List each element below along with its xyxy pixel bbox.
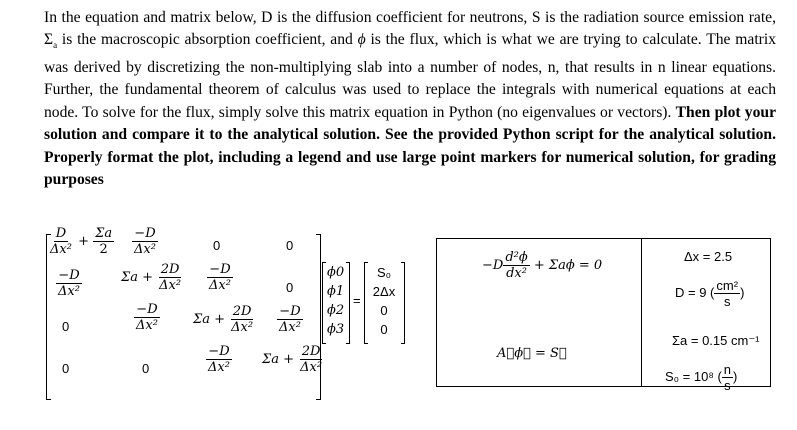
- m-r3c4: $\frac{-D}{\text{Δx²}}$: [279, 304, 301, 335]
- para-text-1: In the equation and matrix below, D is the diffusion coefficient for neutrons, S is the radiation source emission rate, Σ: [44, 9, 776, 49]
- m-r3c2: $\frac{-D}{\text{Δx²}}$: [136, 302, 158, 333]
- sigma-value: Σa = 0.15 cm⁻¹: [672, 333, 760, 348]
- source-3: 0: [380, 322, 388, 337]
- m-r3c3: Σa + $\frac{2D}{\text{Δx²}}$: [193, 304, 254, 335]
- dx-value: Δx = 2.5: [684, 249, 733, 264]
- m-r1c1: $\frac{D}{\text{Δx²}}$ + $\frac{\Sigma a}{2}$: [50, 226, 113, 257]
- source-vector: [368, 263, 400, 339]
- para-sub-a: a: [53, 40, 58, 51]
- source-2: 0: [380, 303, 388, 318]
- equals-sign: =: [353, 293, 361, 308]
- phi-left-bracket: [322, 262, 326, 344]
- phi-0: ϕ0: [327, 265, 345, 280]
- m-r1c3: 0: [213, 238, 221, 253]
- m-r2c1: $\frac{-D}{\text{Δx²}}$: [58, 268, 80, 299]
- para-bold-text: Then plot your solution and compare it to the analytical solution. See the provided Python script for the analytical solution. Properly format the plot, including a legend and use large point markers for numerical solution, for grading purposes: [44, 103, 776, 188]
- m-r2c3: $\frac{-D}{\text{Δx²}}$: [209, 262, 231, 293]
- m-r2c4: 0: [286, 280, 294, 295]
- matrix-left-bracket: [46, 234, 51, 400]
- S-value: S₀ = 10⁸ ( $\frac{n}{s}$ ): [665, 362, 738, 393]
- m-r2c2: Σa + $\frac{2D}{\text{Δx²}}$: [121, 262, 182, 293]
- phi-right-bracket: [346, 262, 350, 344]
- diffusion-equation: −D $\frac{\text{d²ϕ}}{\text{dx²}}$ + Σaϕ = 0: [482, 250, 603, 281]
- m-r4c1: 0: [62, 361, 70, 376]
- m-r4c3: $\frac{-D}{\text{Δx²}}$: [208, 344, 230, 375]
- m-r4c2: 0: [142, 361, 150, 376]
- source-0: S₀: [376, 265, 392, 280]
- para-text-3: is the flux, which is what we are trying to calculate. The matrix was derived by discretizing the non-multiplying slab into a number of nodes, n, that results in n linear equations. Further, the fundamental theorem of calculus was used to replace the integrals with numerical equations at each node. To solve for the flux, simply solve this matrix equation in Python (no eigenvalues or vectors).: [44, 31, 776, 121]
- source-right-bracket: [401, 262, 405, 344]
- m-r4c4: Σa + $\frac{2D}{\text{Δx²}}$: [262, 344, 323, 375]
- para-phi: ϕ: [357, 31, 366, 49]
- phi-1: ϕ1: [327, 284, 345, 299]
- m-r1c4: 0: [286, 238, 294, 253]
- matrix-right-bracket: [316, 234, 321, 400]
- para-text-2: is the macroscopic absorption coefficient, and: [57, 31, 358, 49]
- problem-paragraph: [44, 7, 776, 191]
- D-value: D = 9 ( $\frac{\text{cm²}}{s}$ ): [675, 278, 745, 309]
- m-r3c1: 0: [62, 319, 70, 334]
- phi-3: ϕ3: [327, 322, 345, 337]
- m-r1c2: $\frac{-D}{\text{Δx²}}$: [134, 226, 156, 257]
- phi-2: ϕ2: [327, 303, 345, 318]
- source-1: 2Δx: [372, 284, 396, 299]
- matrix-equation: A⃗ϕ⃗ = S⃗: [497, 346, 567, 361]
- phi-vector: [327, 263, 344, 339]
